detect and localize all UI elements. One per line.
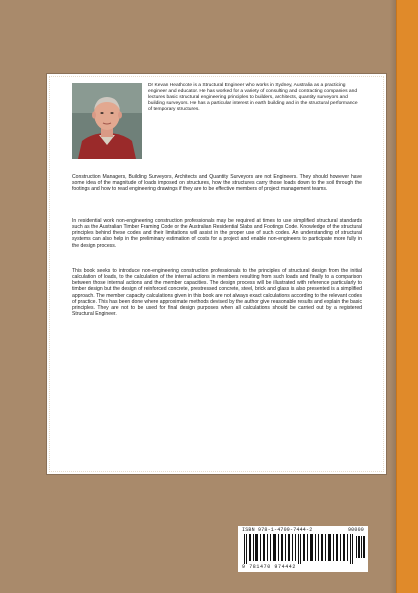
author-bio: Dr Kevan Heathcote is a Structural Engineer who works in Sydney, Australia as a practicing engineer and educator. He has worked for a variety of consulting and contracting companies and lectures basic structural engineering principles to builders, architects, quantity surveyors and building surveyors. He has a particular interest in earth building and in the structural performance of temporary structures. [148, 83, 358, 113]
price-code: 90000 [347, 527, 364, 533]
isbn-label [242, 527, 366, 533]
book-spine [396, 0, 418, 593]
isbn-barcode [238, 526, 368, 572]
author-photo [72, 83, 142, 159]
paragraph-3: This book seeks to introduce non-engineering construction professionals to the principles of structural design from the initial calculation of loads, to the calculation of the internal actions in members resulting from such loads and finally to a comparison between those internal actions and the member capacities. The design process will be illustrated with reference particularly to timber design but the design of reinforced concrete, prestressed concrete, steel, brick and glass is also presented is a simplified approach. The member capacity calculations given in this book are not always exact calculations according to the relevant codes of practice. This has been done where approximate methods devised by the author give reasonable results and explain the basic principles. They are not to be used for final design purposes when all calculations should be carried out by a registered Structural Engineer. [72, 268, 362, 318]
barcode-digits: 9 781470 974442 [242, 564, 297, 570]
isbn-number: ISBN 978-1-4709-7444-2 [242, 527, 313, 533]
author-section [72, 83, 362, 159]
barcode-bars [242, 534, 366, 564]
paragraph-1: Construction Managers, Building Surveyors, Architects and Quantity Surveyors are not Engineers. They should however have some idea of the magnitude of loads imposed on structures, how the structures carry those loads down to the soil through the footings and how to read engineering drawings if they are to be effective members of project management teams. [72, 174, 362, 193]
paragraph-2: In residential work non-engineering construction professionals may be required at times to use simplified structural standards such as the Australian Timber Framing Code or the Australian Residential Slabs and Footings Code. Knowledge of the structural principles behind these codes and their limitations will assist in the proper use of such codes. An understanding of structural systems can also help in the preliminary estimation of costs for a project and enable non-engineers to participate more fully in the design process. [72, 218, 362, 249]
